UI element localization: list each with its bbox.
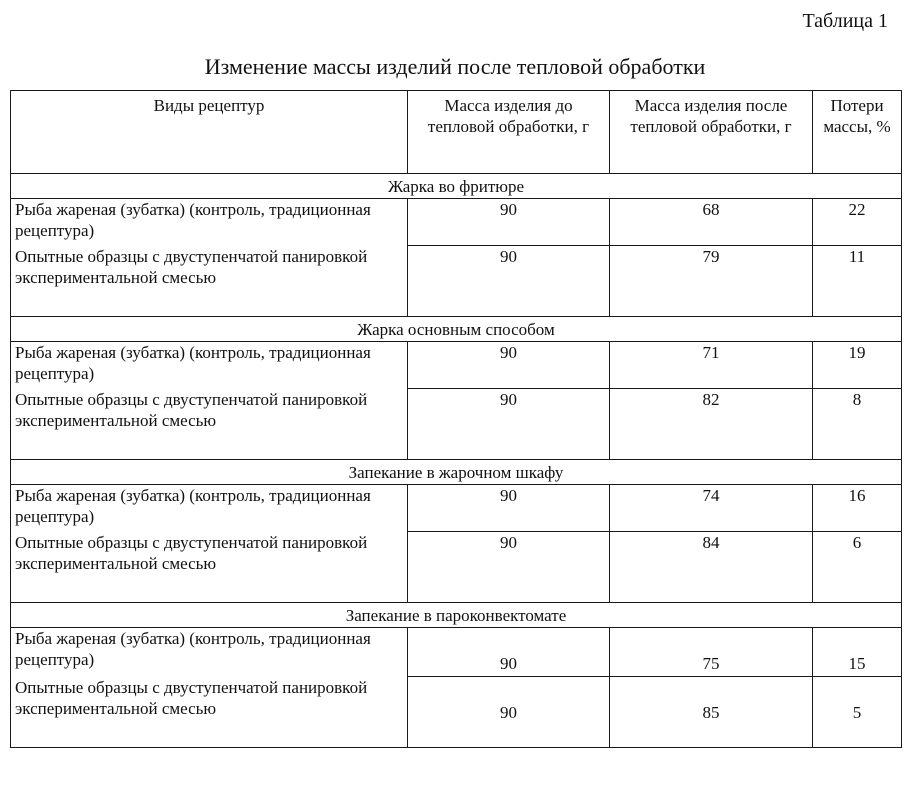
table-row [11, 246, 902, 317]
header-mass-loss: Потери массы, % [813, 91, 902, 174]
row-name: Рыба жареная (зубатка) (контроль, традиционная рецептура) [11, 485, 408, 532]
cell-mass-after: 82 [610, 389, 813, 460]
cell-mass-after: 71 [610, 342, 813, 389]
header-mass-after: Масса изделия после тепловой обработки, г [610, 91, 813, 174]
cell-mass-before: 90 [408, 342, 610, 389]
section-title: Запекание в пароконвектомате [11, 603, 902, 628]
row-name: Опытные образцы с двуступенчатой панировкой экспериментальной смесью [11, 532, 408, 603]
cell-mass-before: 90 [408, 628, 610, 677]
cell-mass-loss: 6 [813, 532, 902, 603]
row-name: Рыба жареная (зубатка) (контроль, традиционная рецептура) [11, 342, 408, 389]
table-title: Изменение массы изделий после тепловой обработки [204, 54, 706, 79]
cell-mass-before: 90 [408, 246, 610, 317]
cell-mass-after: 79 [610, 246, 813, 317]
table-row [11, 389, 902, 460]
row-name: Опытные образцы с двуступенчатой панировкой экспериментальной смесью [11, 677, 408, 748]
cell-mass-loss: 22 [813, 199, 902, 246]
mass-change-table [10, 90, 902, 748]
cell-mass-before: 90 [408, 389, 610, 460]
table-row [11, 532, 902, 603]
cell-mass-before: 90 [408, 677, 610, 748]
table-row [11, 342, 902, 389]
header-recipe-type: Виды рецептур [11, 91, 408, 174]
table-row [11, 199, 902, 246]
cell-mass-loss: 15 [813, 628, 902, 677]
cell-mass-after: 84 [610, 532, 813, 603]
cell-mass-after: 85 [610, 677, 813, 748]
table-row [11, 677, 902, 748]
cell-mass-before: 90 [408, 485, 610, 532]
table-row [11, 485, 902, 532]
cell-mass-after: 75 [610, 628, 813, 677]
cell-mass-after: 74 [610, 485, 813, 532]
row-name: Рыба жареная (зубатка) (контроль, традиционная рецептура) [11, 199, 408, 246]
row-name: Опытные образцы с двуступенчатой панировкой экспериментальной смесью [11, 246, 408, 317]
row-name: Опытные образцы с двуступенчатой панировкой экспериментальной смесью [11, 389, 408, 460]
section-title: Жарка во фритюре [11, 174, 902, 199]
cell-mass-loss: 11 [813, 246, 902, 317]
cell-mass-after: 68 [610, 199, 813, 246]
table-header-row [11, 91, 902, 174]
section-title: Запекание в жарочном шкафу [11, 460, 902, 485]
cell-mass-before: 90 [408, 532, 610, 603]
cell-mass-loss: 8 [813, 389, 902, 460]
header-mass-before: Масса изделия до тепловой обработки, г [408, 91, 610, 174]
table-row [11, 628, 902, 677]
table-number-label: Таблица 1 [802, 10, 888, 32]
cell-mass-loss: 5 [813, 677, 902, 748]
cell-mass-loss: 16 [813, 485, 902, 532]
row-name: Рыба жареная (зубатка) (контроль, традиционная рецептура) [11, 628, 408, 677]
section-title: Жарка основным способом [11, 317, 902, 342]
cell-mass-before: 90 [408, 199, 610, 246]
cell-mass-loss: 19 [813, 342, 902, 389]
